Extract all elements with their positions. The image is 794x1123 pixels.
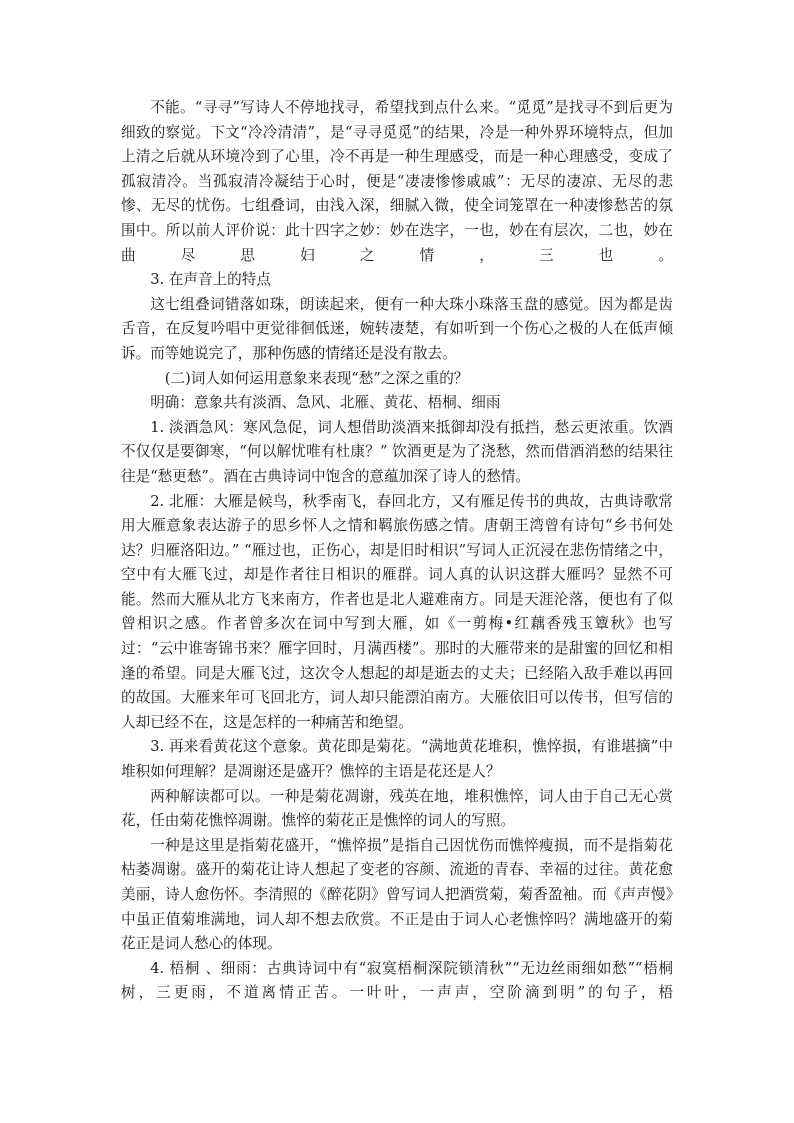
paragraph-interpretation-one: 两种解读都可以。一种是菊花凋谢，残英在地，堆积憔悴，词人由于自己无心赏花，任由菊花憔悴凋谢。憔悴的菊花正是憔悴的词人的写照。 <box>121 787 673 830</box>
paragraph-sound: 这七组叠词错落如珠，朗读起来，便有一种大珠小珠落玉盘的感觉。因为都是齿舌音，在反复吟唱中更觉徘徊低迷，婉转凄楚，有如听到一个伤心之极的人在低声倾诉。而等她说完了，那种伤感的情绪还是没有散去。 <box>121 295 673 362</box>
paragraph-intro: 不能。“寻寻”写诗人不停地找寻，希望找到点什么来。“觅觅”是找寻不到后更为细致的察觉。下文“冷冷清清”，是“寻寻觅觅”的结果，冷是一种外界环境特点，但加上清之后就从环境冷到了心里，冷不再是一种生理感受，而是一种心理感受，变成了孤寂清冷。当孤寂清冷凝结于心时，便是“凄凄惨惨戚戚”：无尽的凄凉、无尽的悲惨、无尽的忧伤。七组叠词，由浅入深，细腻入微，使全词笼罩在一种凄惨愁苦的氛围中。所以前人评价说：此十四字之妙：妙在迭字，一也，妙在有层次，二也，妙在曲尽思妇之情，三也。 <box>121 99 673 264</box>
paragraph-wild-goose: 2. 北雁：大雁是候鸟，秋季南飞，春回北方，又有雁足传书的典故，古典诗歌常用大雁意象表达游子的思乡怀人之情和羁旅伤感之情。唐朝王湾曾有诗句“乡书何处达？归雁洛阳边。” “雁过也，正伤心，却是旧时相识”写词人正沉浸在悲伤情绪之中，空中有大雁飞过，却是作者往日相识的雁群。词人真的认识这群大雁吗？显然不可能。然而大雁从北方飞来南方，作者也是北人避难南方。同是天涯沦落，便也有了似曾相识之感。作者曾多次在词中写到大雁，如《一剪梅•红藕香残玉簟秋》也写过：“云中谁寄锦书来？雁字回时，月满西楼”。那时的大雁带来的是甜蜜的回忆和相逢的希望。同是大雁飞过，这次令人想起的却是逝去的丈夫；已经陷入敌手难以再回的故国。大雁来年可飞回北方，词人却只能漂泊南方。大雁依旧可以传书，但写信的人却已经不在，这是怎样的一种痛苦和绝望。 <box>121 492 673 731</box>
paragraph-interpretation-two: 一种是这里是指菊花盛开，“憔悴损”是指自己因忧伤而憔悴瘦损，而不是指菊花枯萎凋谢。盛开的菊花让诗人想起了变老的容颜、流逝的青春、幸福的过往。黄花愈美丽，诗人愈伤怀。李清照的《醉花阴》曾写词人把酒赏菊，菊香盈袖。而《声声慢》中虽正值菊堆满地，词人却不想去欣赏。不正是由于词人心老憔悴吗？满地盛开的菊花正是词人愁心的体现。 <box>121 836 673 953</box>
paragraph-wine-wind: 1. 淡酒急风：寒风急促，词人想借助淡酒来抵御却没有抵挡，愁云更浓重。饮酒不仅仅是要御寒，“何以解忧唯有杜康？” 饮酒更是为了浇愁，然而借酒消愁的结果往往是“愁更愁”。酒在古典诗词中饱含的意蕴加深了诗人的愁情。 <box>121 418 673 485</box>
paragraph-answer: 明确：意象共有淡酒、急风、北雁、黄花、梧桐、细雨 <box>150 394 501 412</box>
section-heading-imagery: (二)词人如何运用意象来表现“愁”之深之重的？ <box>164 369 469 387</box>
paragraph-parasol-rain: 4. 梧桐 、细雨：古典诗词中有“寂寞梧桐深院锁清秋”“无边丝雨细如愁”“梧桐树，三更雨，不道离情正苦。一叶叶，一声声，空阶滴到明”的句子，梧 <box>121 959 673 1002</box>
section-heading-sound: 3. 在声音上的特点 <box>150 271 271 289</box>
paragraph-chrysanthemum: 3. 再来看黄花这个意象。黄花即是菊花。“满地黄花堆积，憔悴损，有谁堪摘”中堆积如何理解？是凋谢还是盛开？憔悴的主语是花还是人？ <box>121 738 673 781</box>
document-page <box>121 96 673 1006</box>
